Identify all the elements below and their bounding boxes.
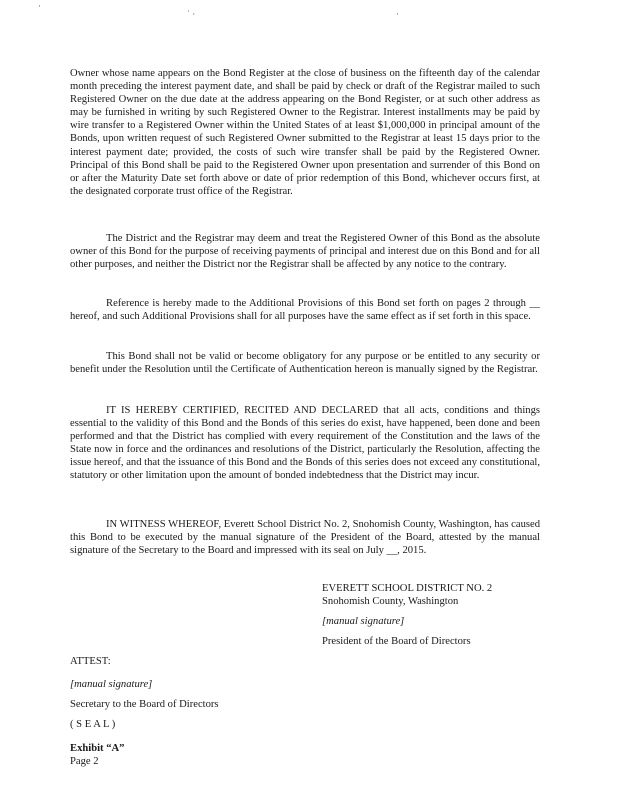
- paragraph-validity: This Bond shall not be valid or become obligatory for any purpose or be entitled to any security or benefit under the Resolution until the Certificate of Authentication hereon is manually signed by the Registrar.: [70, 351, 540, 376]
- paragraph-witness: IN WITNESS WHEREOF, Everett School District No. 2, Snohomish County, Washington, has caused this Bond to be executed by the manual signature of the President of the Board, attested by the manual signature of the Secretary to the Board and impressed with its seal on July __, 2015.: [70, 519, 540, 557]
- page-footer: [70, 742, 124, 768]
- president-signature: [manual signature]: [322, 616, 405, 627]
- signature-block: [322, 582, 542, 648]
- scan-speck: ·: [396, 9, 399, 19]
- paragraph-additional-provisions: Reference is hereby made to the Additional Provisions of this Bond set forth on pages 2 through __ hereof, and such Additional Provisions shall for all purposes have the same effect as if set forth in this space.: [70, 298, 540, 323]
- district-name: EVERETT SCHOOL DISTRICT NO. 2: [322, 583, 493, 594]
- paragraph-interest-payment: Owner whose name appears on the Bond Register at the close of business on the fifteenth day of the calendar month preceding the interest payment date, and shall be paid by check or draft of the Registrar mailed to such Registered Owner on the due date at the address appearing on the Bond Register, or at such other address as may be furnished in writing by such Registered Owner to the Registrar. Interest installments may be paid by wire transfer to a Registered Owner within the United States of at least $1,000,000 in principal amount of the Bonds, upon written request of such Registered Owner submitted to the Registrar at least 15 days prior to the interest payment date; provided, the costs of such wire transfer shall be paid by the Registered Owner. Principal of this Bond shall be paid to the Registered Owner upon presentation and surrender of this Bond on or after the Maturity Date set forth above or date of prior redemption of this Bond, whichever occurs first, at the designated corporate trust office of the Registrar.: [70, 68, 540, 197]
- scan-speck: ·: [38, 1, 41, 11]
- scan-speck: ˙ ·: [187, 9, 196, 19]
- paragraph-certification: IT IS HEREBY CERTIFIED, RECITED AND DECLARED that all acts, conditions and things essential to the validity of this Bond and the Bonds of this series do exist, have happened, been done and been performed and that the District has complied with every requirement of the Constitution and the laws of the State now in force and the ordinances and resolutions of the District, particularly the Resolution, affecting the issue hereof, and that the issuance of this Bond and the Bonds of this series does not exceed any constitutional, statutory or other limitation upon the amount of bonded indebtedness that the District may incur.: [70, 405, 540, 482]
- secretary-title: Secretary to the Board of Directors: [70, 699, 219, 710]
- page-number: Page 2: [70, 756, 99, 767]
- attest-label: ATTEST:: [70, 656, 111, 667]
- president-title: President of the Board of Directors: [322, 636, 471, 647]
- attest-block: [70, 655, 320, 731]
- secretary-signature: [manual signature]: [70, 679, 153, 690]
- district-county: Snohomish County, Washington: [322, 596, 459, 607]
- seal-placeholder: ( S E A L ): [70, 719, 116, 730]
- paragraph-absolute-owner: The District and the Registrar may deem and treat the Registered Owner of this Bond as the absolute owner of this Bond for the purpose of receiving payments of principal and interest due on this Bond and for all other purposes, and neither the District nor the Registrar shall be affected by any notice to the contrary.: [70, 233, 540, 271]
- exhibit-label: Exhibit “A”: [70, 743, 125, 754]
